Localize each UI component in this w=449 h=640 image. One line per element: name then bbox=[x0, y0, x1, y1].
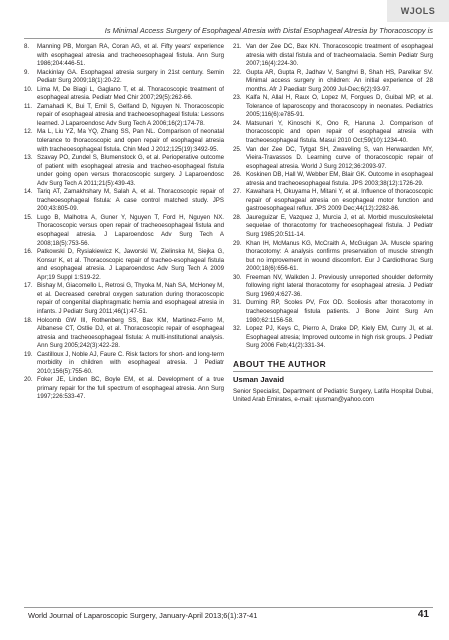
reference-number: 10. bbox=[24, 85, 33, 93]
about-author-heading: ABOUT THE AUTHOR bbox=[233, 360, 433, 373]
reference-text: Khan IH, McManus KG, McCraith A, McGuigan JA. Muscle sparing thoracotomy: A analysis confirms preservation of muscle strength but no improvement in wound discomfort. Eur J Cardiothorac Surg 2000;18(6):656-61. bbox=[246, 239, 433, 273]
reference-item bbox=[24, 317, 224, 351]
reference-text: Freeman NV, Walkden J. Previously unreported shoulder deformity following right lateral thoracotomy for esophageal atresia. J Pediatr Surg 1969;4:627-36. bbox=[246, 273, 433, 298]
reference-item bbox=[233, 171, 433, 188]
reference-item bbox=[24, 376, 224, 402]
reference-item bbox=[233, 188, 433, 214]
author-bio: Senior Specialist, Department of Pediatric Surgery, Latifa Hospital Dubai, United Arab Emirates, e-mail: ujusman@yahoo.com bbox=[233, 387, 433, 404]
reference-text: Mackinlay GA. Esophageal atresia surgery in 21st century. Semin Pediatr Surg 2009;18(1):20-22. bbox=[37, 68, 224, 85]
reference-item bbox=[233, 43, 433, 69]
reference-text: Foker JE, Linden BC, Boyle EM, et al. Development of a true primary repair for the full spectrum of esophageal atresia. Ann Surg 1997;226:533-47. bbox=[37, 376, 224, 401]
header-divider bbox=[24, 38, 433, 39]
reference-text: Kalfa N, Allal H, Raux O, Lopez M, Forgues D, Guibal MP, et al. Tolerance of laparoscopy and thoracoscopy in neonates. Pediatrics 2005;116(6):e785-91. bbox=[246, 94, 433, 119]
reference-item bbox=[24, 248, 224, 282]
reference-number: 27. bbox=[233, 188, 242, 196]
reference-number: 29. bbox=[233, 239, 242, 247]
reference-text: Jaureguizar E, Vazquez J, Murcia J, et al. Morbid musculoskeletal sequelae of thoracotomy for tracheoesophageal fistula. J Pediatr Surg 1985;20:511-14. bbox=[246, 213, 433, 239]
reference-text: Bishay M, Giacomello L, Retrosi G, Thyoka M, Nah SA, McHoney M, et al. Decreased cerebral oxygen saturation during thoracoscopic repair of congenital diaphragmatic hernia and esophageal atresia in infants. J Pediatr Surg 2011;46(1):47-51. bbox=[37, 282, 224, 315]
reference-item bbox=[233, 214, 433, 240]
reference-item bbox=[24, 69, 224, 86]
reference-number: 24. bbox=[233, 119, 242, 127]
reference-number: 9. bbox=[24, 68, 30, 76]
reference-item bbox=[233, 120, 433, 146]
footer-journal-citation: World Journal of Laparoscopic Surgery, January-April 2013;6(1):37-41 bbox=[28, 611, 258, 620]
reference-number: 28. bbox=[233, 213, 242, 221]
reference-number: 21. bbox=[233, 43, 242, 50]
reference-number: 26. bbox=[233, 171, 242, 179]
references-right-list bbox=[233, 43, 433, 351]
reference-text: Koskinen DB, Hall W, Webber EM, Blair GK. Outcome in esophageal atresia and tracheoesophageal fistula. JPS 2003;38(12):1726-29. bbox=[246, 171, 433, 187]
reference-number: 32. bbox=[233, 325, 242, 333]
page-number: 41 bbox=[417, 609, 429, 620]
reference-number: 13. bbox=[24, 154, 33, 162]
reference-item bbox=[24, 214, 224, 248]
reference-item bbox=[233, 299, 433, 325]
reference-text: Lopez PJ, Keys C, Pierro A, Drake DP, Kiely EM, Curry JI, et al. Esophageal atresia; Improved outcome in high risk groups. J Pediatr Surg 2006 Feb;41(2):331-34. bbox=[246, 325, 433, 350]
reference-number: 31. bbox=[233, 299, 242, 307]
reference-item bbox=[24, 86, 224, 103]
reference-text: Castilloux J, Noble AJ, Faure C. Risk factors for short- and long-term morbidity in children with esophageal atresia. J Pediatr 2010;156(5):755-60. bbox=[37, 350, 224, 375]
reference-text: Matsunari Y, Kinoschi K, Ono R, Haruna J. Comparison of thoracoscopic and open repair of esophageal atresia with tracheoesophageal fistula. Masui 2010 Oct;59(10):1234-40. bbox=[246, 119, 433, 145]
references-right-column bbox=[233, 43, 433, 405]
reference-text: Van der Zee DC, Bax KN. Thoracoscopic treatment of esophageal atresia with distal fistula and of tracheomalacia. Semin Pediatr Surg 2007;16(4):224-30. bbox=[246, 43, 433, 68]
reference-text: Durning RP, Scoles PV, Fox OD. Scoliosis after thoracotomy in tracheoesophageal fistula patients. J Bone Joint Surg Am 1980;62:1156-58. bbox=[246, 299, 433, 324]
running-title: Is Minimal Access Surgery of Esophageal Atresia with Distal Esophageal Atresia by Thoracoscopy is bbox=[104, 26, 433, 35]
reference-number: 25. bbox=[233, 145, 242, 153]
reference-number: 23. bbox=[233, 94, 242, 102]
reference-number: 18. bbox=[24, 316, 33, 324]
reference-item bbox=[24, 351, 224, 377]
reference-item bbox=[233, 146, 433, 172]
reference-number: 20. bbox=[24, 376, 33, 384]
reference-text: Lima M, De Biagi L, Gaglano T, et al. Thoracoscopic treatment of esophageal atresia. Pediatr Med Chir 2007;29(5):262-66. bbox=[37, 85, 224, 102]
reference-item bbox=[24, 154, 224, 188]
reference-item bbox=[233, 69, 433, 95]
reference-text: Lugo B, Malhotra A, Guner Y, Nguyen T, Ford H, Nguyen NX. Thoracoscopic versus open repair of tracheoesophageal fistula and esophageal atresia. J Laparoendosc Adv Surg Tech A 2008;18(5):753-56. bbox=[37, 213, 224, 247]
reference-text: Kawahara H, Okuyama H, Mitani Y, et al. Influence of thoracoscopic repair of esophageal atresia on esophageal motor function and gastroesophageal reflux. JPS 2009 Dec;44(12):2282-86. bbox=[246, 188, 433, 213]
reference-item bbox=[233, 274, 433, 300]
reference-number: 17. bbox=[24, 282, 33, 290]
reference-item bbox=[24, 103, 224, 129]
reference-number: 16. bbox=[24, 248, 33, 256]
reference-number: 15. bbox=[24, 213, 33, 221]
reference-text: Manning PB, Morgan RA, Coran AG, et al. Fifty years' experience with esophageal atresia and tracheoesophageal fistula. Ann Surg 1986;204:446-51. bbox=[37, 43, 224, 68]
reference-text: Ma L, Liu YZ, Ma YQ, Zhang SS, Pan NL. Comparison of neonatal tolerance to thoracoscopic and open repair of esophageal atresia with tracheoesophageal fistula. Chin Med J 2012;125(19):3492-95. bbox=[37, 128, 224, 153]
reference-item bbox=[24, 282, 224, 316]
reference-text: Tariq AT, Zamakhshary M, Salah A, et al. Thoracoscopic repair of tracheoesophageal fistula: A case control matched study. JPS 200;43:805-09. bbox=[37, 188, 224, 213]
references-left-column bbox=[24, 43, 224, 402]
footer-divider bbox=[24, 607, 433, 608]
reference-number: 8. bbox=[24, 43, 30, 50]
reference-item bbox=[233, 325, 433, 351]
reference-text: Patkowski D, Rysiakiewicz K, Jaworski W, Zielinska M, Siejka G, Konsur K, et al. Thoracoscopic repair of tracheo-esophageal fistula and esophageal atresia. J Laparoendosc Adv Surg Tech A 2009 Apr;19 Suppl 1:S19-22. bbox=[37, 248, 224, 281]
reference-item bbox=[233, 240, 433, 274]
reference-number: 11. bbox=[24, 102, 33, 110]
reference-text: Zamahadi K, Bui T, Emil S, Gelfand D, Nguyen N. Thoracoscopic repair of esophageal atresia and tracheoesophageal fistula: Lessons learned. J Laparoendosc Adv Surg Tech A 2006;16(2):174-78. bbox=[37, 102, 224, 127]
reference-item bbox=[24, 188, 224, 214]
reference-number: 14. bbox=[24, 188, 33, 196]
reference-item bbox=[24, 43, 224, 69]
reference-number: 30. bbox=[233, 273, 242, 281]
reference-text: Holcomb GW III, Rothenberg SS, Bax KM, Martinez-Ferro M, Albanese CT, Ostlie DJ, et al. Thoracoscopic repair of esophageal atresia and tracheoesophageal fistula: A multi-institutional analysis. Ann Surg 2005;242(3):422-28. bbox=[37, 316, 224, 350]
reference-number: 12. bbox=[24, 128, 33, 136]
reference-text: Szavay PO, Zundel S, Blumenstock G, et al. Perioperative outcome of patient with esophageal atresia and tracheo-esophageal fistula under going open versus thoracoscopic surgery. J Laparoendosc Adv Surg Tech A 2011;21(5):439-43. bbox=[37, 154, 224, 187]
journal-badge: WJOLS bbox=[387, 0, 449, 22]
reference-number: 22. bbox=[233, 68, 242, 76]
reference-item bbox=[24, 128, 224, 154]
reference-item bbox=[233, 94, 433, 120]
author-name: Usman Javaid bbox=[233, 375, 285, 385]
reference-text: Van der Zee DC, Tytgat SH, Zwaveling S, van Herwaarden MY, Vieira-Travassos D. Learning curve of thoracoscopic repair of esophageal atresia. World J Surg 2012;36:2093-97. bbox=[246, 145, 433, 170]
reference-text: Gupta AR, Gupta R, Jadhav V, Sanghvi B, Shah HS, Parelkar SV. Minimal access surgery in children: An initial experience of 28 months. Afr J Paediatr Surg 2009 Jul-Dec;6(2):93-97. bbox=[246, 68, 433, 93]
reference-number: 19. bbox=[24, 350, 33, 358]
